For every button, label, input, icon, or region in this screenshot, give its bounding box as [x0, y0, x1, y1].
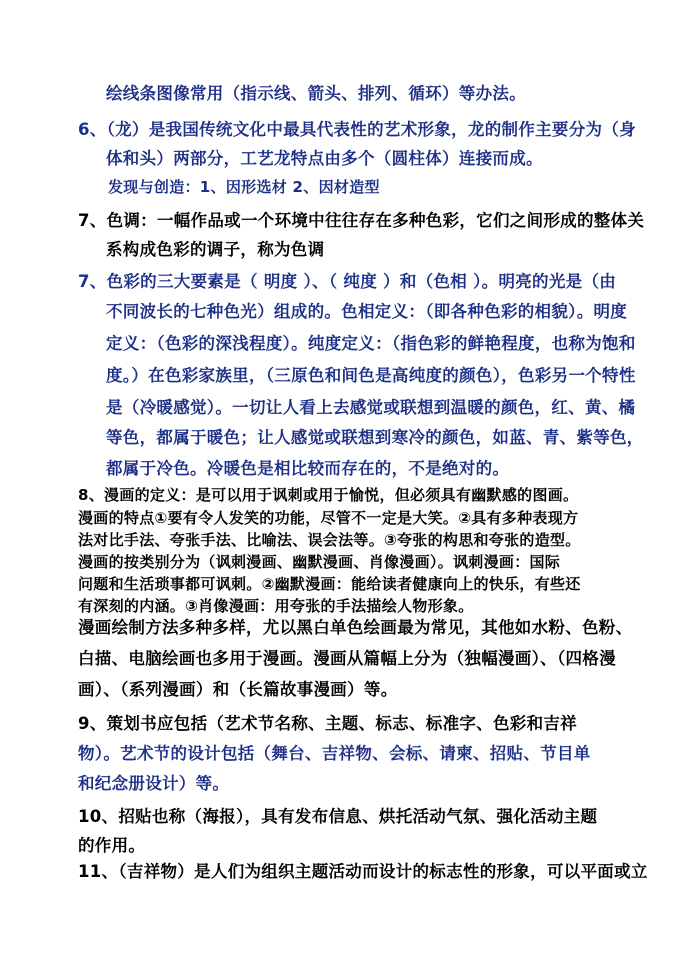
- text-line: 绘线条图像常用（指示线、箭头、排列、循环）等办法。: [106, 84, 526, 103]
- text-line: 度。）在色彩家族里，（三原色和间色是高纯度的颜色），色彩另一个特性: [106, 366, 636, 385]
- text-line: 画）、（系列漫画）和（长篇故事漫画）等。: [78, 680, 398, 699]
- text-line: 漫画的特点①要有令人发笑的功能，尽管不一定是大笑。②具有多种表现方: [78, 509, 579, 527]
- text-line: 7、色彩的三大要素是（ 明度 ）、（ 纯度 ）和（色相 ）。明亮的光是（由: [78, 272, 617, 291]
- text-line: 法对比手法、夸张手法、比喻法、误会法等。③夸张的构思和夸张的造型。: [78, 531, 581, 549]
- text-line: 系构成色彩的调子，称为色调: [106, 240, 325, 259]
- text-line: 不同波长的七种色光）组成的。色相定义：（即各种色彩的相貌）。明度: [106, 302, 628, 321]
- text-line: 问题和生活琐事都可讽刺。②幽默漫画：能给读者健康向上的快乐，有些还: [78, 575, 581, 593]
- text-line: 和纪念册设计）等。: [78, 774, 230, 793]
- text-line: 9、策划书应包括（艺术节名称、主题、标志、标准字、色彩和吉祥: [78, 714, 577, 733]
- text-line: 的作用。: [78, 836, 146, 855]
- text-line: 7、色调：一幅作品或一个环境中往往存在多种色彩，它们之间形成的整体关: [78, 211, 645, 230]
- text-line: 有深刻的内涵。③肖像漫画：用夸张的手法描绘人物形象。: [78, 597, 474, 615]
- text-line: 白描、电脑绘画也多用于漫画。漫画从篇幅上分为（独幅漫画）、（四格漫: [78, 649, 616, 668]
- text-line: 11、（吉祥物）是人们为组织主题活动而设计的标志性的形象，可以平面或立: [78, 862, 648, 881]
- text-line: 都属于冷色。冷暖色是相比较而存在的，不是绝对的。: [106, 459, 510, 478]
- text-line: 是（冷暖感觉）。一切让人看上去感觉或联想到温暖的颜色，红、黄、橘: [106, 398, 636, 417]
- text-line: 漫画的按类别分为（讽刺漫画、幽默漫画、肖像漫画）。讽刺漫画：国际: [78, 553, 561, 571]
- text-line: 8、漫画的定义：是可以用于讽刺或用于愉悦，但必须具有幽默感的图画。: [78, 486, 579, 504]
- text-line: 6、（龙）是我国传统文化中最具代表性的艺术形象，龙的制作主要分为（身: [78, 120, 636, 139]
- text-line: 发现与创造：1、因形选材 2、因材造型: [108, 178, 380, 196]
- text-line: 体和头）两部分，工艺龙特点由多个（圆柱体）连接而成。: [106, 149, 543, 168]
- text-line: 等色，都属于暖色；让人感觉或联想到寒冷的颜色，如蓝、青、紫等色，: [106, 428, 644, 447]
- text-line: 10、招贴也称（海报），具有发布信息、烘托活动气氛、强化活动主题: [78, 807, 598, 826]
- text-line: 定义：（色彩的深浅程度）。纯度定义：（指色彩的鲜艳程度，也称为饱和: [106, 334, 636, 353]
- text-line: 物）。艺术节的设计包括（舞台、吉祥物、会标、请柬、招贴、节目单: [78, 744, 591, 763]
- text-line: 漫画绘制方法多种多样，尤以黑白单色绘画最为常见，其他如水粉、色粉、: [78, 618, 633, 637]
